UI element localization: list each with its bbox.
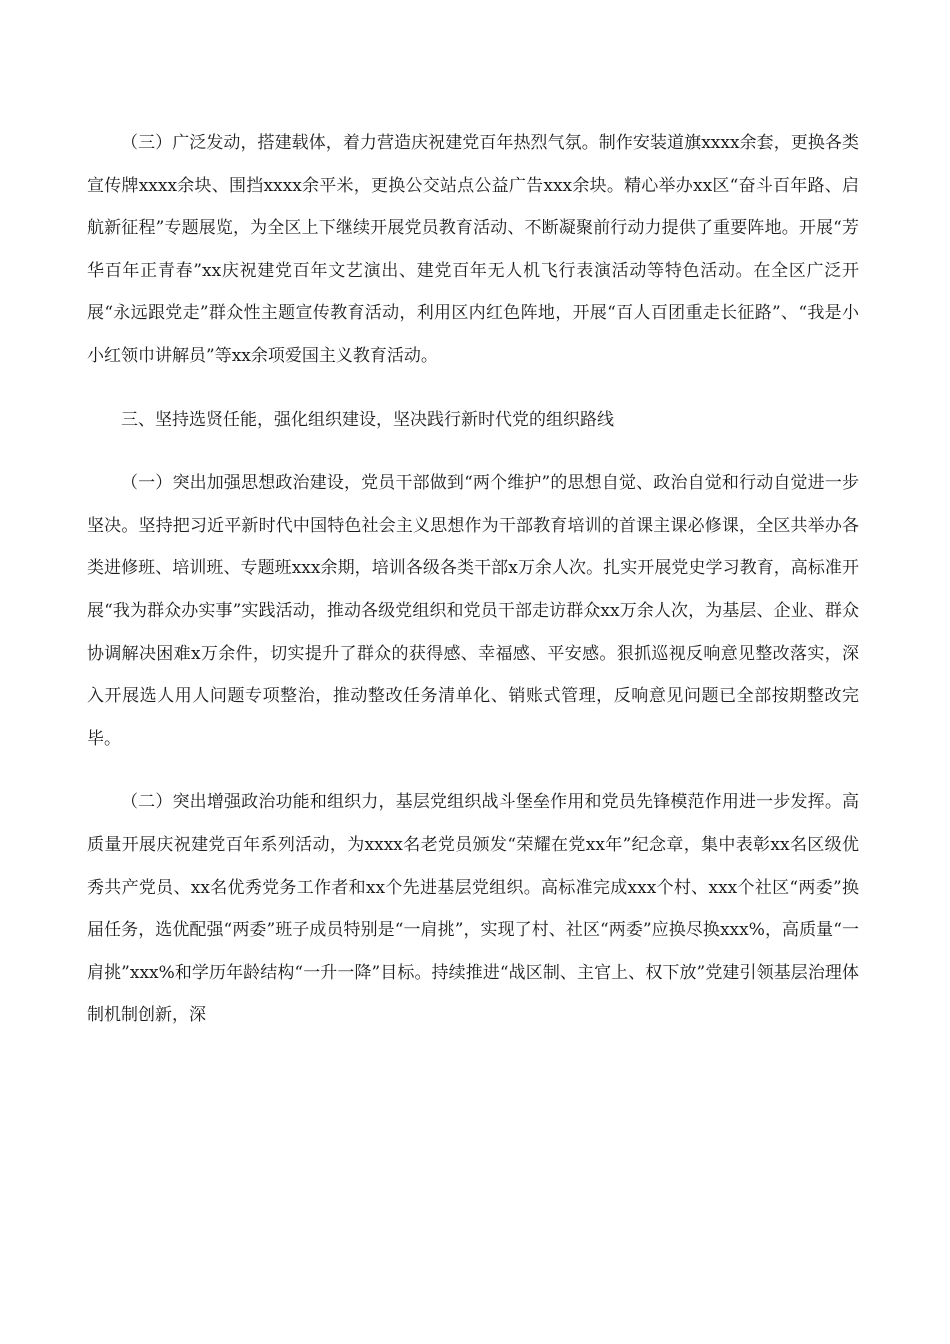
paragraph-section-3-2: （二）突出增强政治功能和组织力，基层党组织战斗堡垒作用和党员先锋模范作用进一步发挥。高质量开展庆祝建党百年系列活动，为xxxx名老党员颁发“荣耀在党xx年”纪念章，集中表彰xx名区级优秀共产党员、xx名优秀党务工作者和xx个先进基层党组织。高标准完成xxx个村、xxx个社区“两委”换届任务，选优配强“两委”班子成员特别是“一肩挑”，实现了村、社区“两委”应换尽换xxx%，高质量“一肩挑”xxx%和学历年龄结构“一升一降”目标。持续推进“战区制、主官上、权下放”党建引领基层治理体制机制创新，深 xyxy=(87,792,859,1026)
document-body xyxy=(87,122,859,1058)
section-heading-3: 三、坚持选贤任能，强化组织建设，坚决践行新时代党的组织路线 xyxy=(121,409,614,430)
paragraph-section-3-1: （一）突出加强思想政治建设，党员干部做到“两个维护”的思想自觉、政治自觉和行动自觉进一步坚决。坚持把习近平新时代中国特色社会主义思想作为干部教育培训的首课主课必修课，全区共举办各类进修班、培训班、专题班xxx余期，培训各级各类干部x万余人次。扎实开展党史学习教育，高标准开展“我为群众办实事”实践活动，推动各级党组织和党员干部走访群众xx万余人次，为基层、企业、群众协调解决困难x万余件，切实提升了群众的获得感、幸福感、平安感。狠抓巡视反响意见整改落实，深入开展选人用人问题专项整治，推动整改任务清单化、销账式管理，反响意见问题已全部按期整改完毕。 xyxy=(87,473,859,749)
paragraph-section-3-3: （三）广泛发动，搭建载体，着力营造庆祝建党百年热烈气氛。制作安装道旗xxxx余套，更换各类宣传牌xxxx余块、围挡xxxx余平米，更换公交站点公益广告xxx余块。精心举办xx区“奋斗百年路、启航新征程”专题展览，为全区上下继续开展党员教育活动、不断凝聚前行动力提供了重要阵地。开展“芳华百年正青春”xx庆祝建党百年文艺演出、建党百年无人机飞行表演活动等特色活动。在全区广泛开展“永远跟党走”群众性主题宣传教育活动，利用区内红色阵地，开展“百人百团重走长征路”、“我是小小红领巾讲解员”等xx余项爱国主义教育活动。 xyxy=(87,133,859,366)
